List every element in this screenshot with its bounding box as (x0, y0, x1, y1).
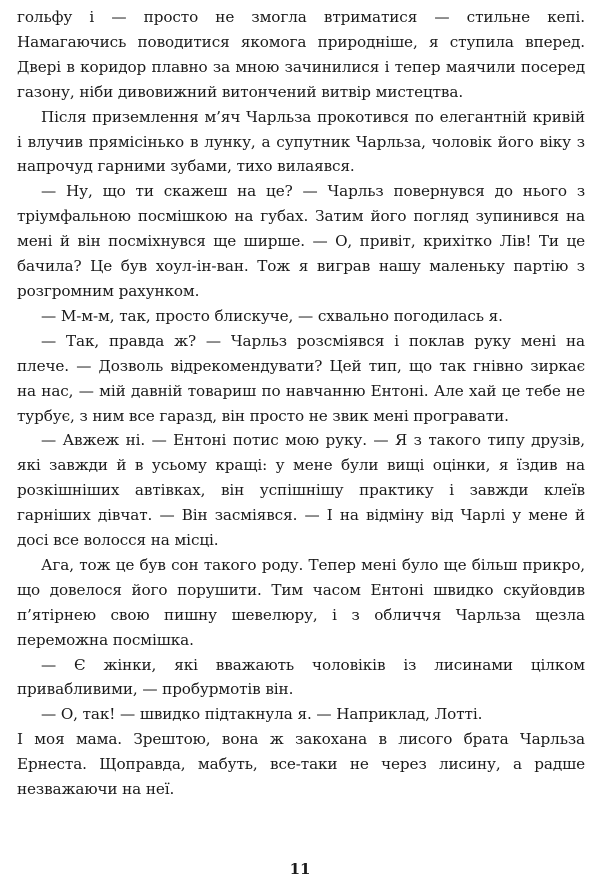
paragraph: гольфу і — просто не змогла втриматися — стильне кепі. Намагаючись поводитися якомога природніше, я ступила вперед. Двері в коридор плавно за мною зачинилися і тепер маячили посеред газону, ніби дивовижний витончений витвір мистецтва. (17, 8, 585, 101)
page-number: 11 (289, 860, 311, 878)
paragraph: — Так, правда ж? — Чарльз розсміявся і поклав руку мені на плече. — Дозволь відрекомендувати? Цей тип, що так гнівно зиркає на нас, — мій давній товариш по навчанню Ентоні. Але хай це тебе не турбує, з ним все гаразд, він просто не звик мені програвати. (17, 331, 585, 425)
paragraph: Після приземлення м’яч Чарльза прокотився по елегантній кривій і влучив прямісінько в лунку, а супутник Чарльза, чоловік його віку з напрочуд гарними зубами, тихо вилаявся. (17, 107, 585, 176)
paragraph: І моя мама. Зрештою, вона ж закохана в лисого брата Чарльза Ернеста. Щоправда, мабуть, все-таки не через лисину, а радше незважаючи на неї. (17, 730, 585, 799)
paragraph: — О, так! — швидко підтакнула я. — Наприклад, Лотті. (41, 705, 483, 724)
paragraph: — Є жінки, які вважають чоловіків із лисинами цілком привабливими, — пробурмотів він. (17, 655, 585, 699)
paragraph: — Ну, що ти скажеш на це? — Чарльз повернувся до нього з тріумфальною посмішкою на губах. Затим його погляд зупинився на мені й він посміхнувся ще ширше. — О, привіт, крихітко Лів! Ти це бачила? Це був хоул-ін-ван. Тож я виграв нашу маленьку партію з розгромним рахунком. (17, 182, 585, 300)
paragraph: Ага, тож це був сон такого роду. Тепер мені було ще більш прикро, що довелося його порушити. Тим часом Ентоні швидко скуйовдив п’ятірнею свою пишну шевелюру, і з обличчя Чарльза щезла переможна посмішка. (17, 555, 585, 649)
paragraph: — М-м-м, так, просто блискуче, — схвально погодилась я. (41, 306, 503, 325)
paragraph: — Авжеж ні. — Ентоні потис мою руку. — Я з такого типу друзів, які завжди й в усьому кращі: у мене були вищі оцінки, я їздив на розкішніших автівках, він успішнішу практику і завжди клеїв гарніших дівчат. — Він засміявся. — І на відміну від Чарлі у мене й досі все волосся на місці. (17, 431, 585, 550)
page-body (17, 5, 585, 802)
